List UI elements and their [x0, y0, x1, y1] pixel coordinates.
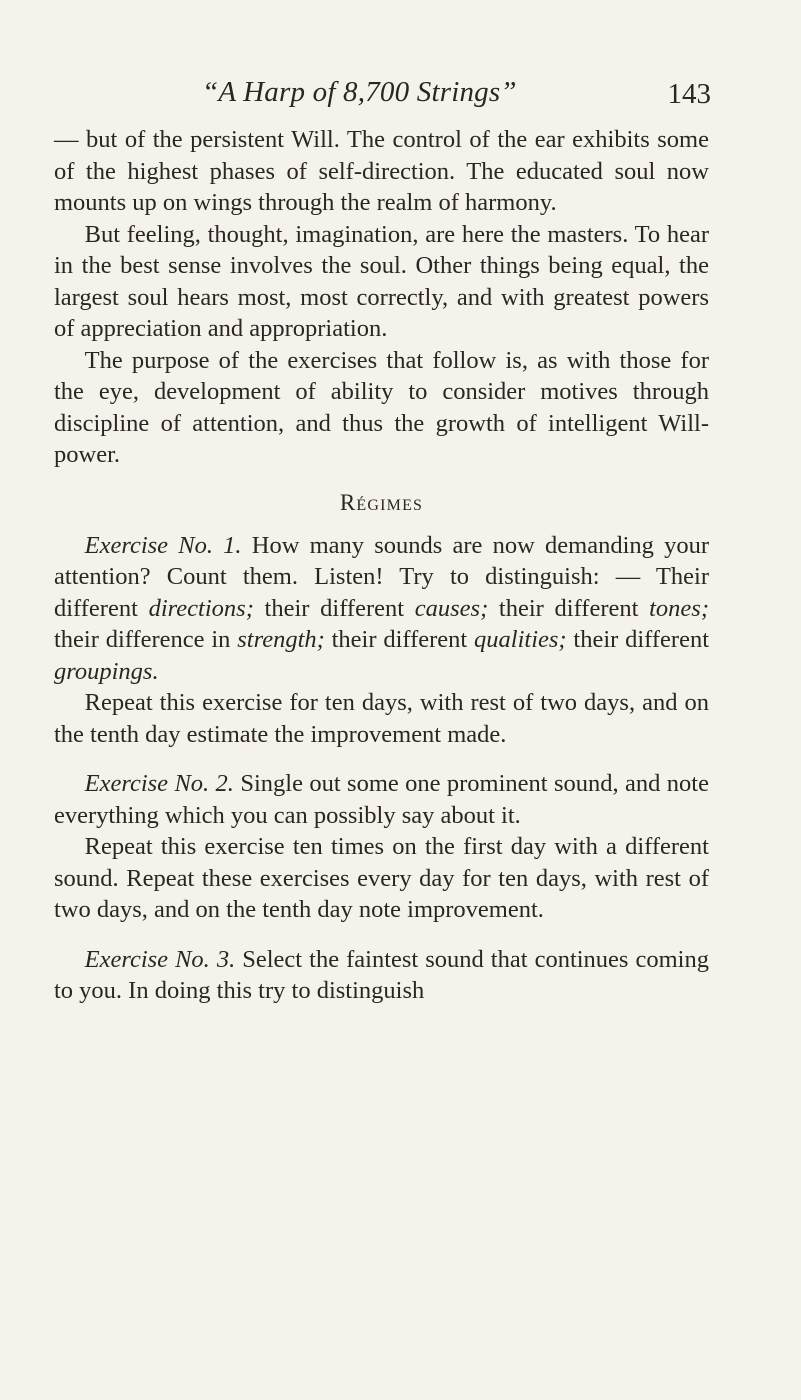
exercise-1-text-d: their difference in [54, 626, 238, 653]
running-title: “A Harp of 8,700 Strings” [202, 76, 517, 108]
exercise-3-text: Select the faintest sound that continues coming to you. In doing this try to distinguish [54, 945, 709, 1004]
exercise-1-strength: strength; [237, 626, 325, 653]
exercise-2-text: Single out some one prominent sound, and note everything which you can possibly say about it. [54, 770, 709, 829]
paragraph-feeling: But feeling, thought, imagination, are here the masters. To hear in the best sense involves the soul. Other things being equal, the largest soul hears most, most correctly, and with greatest powers of appreciation and appropriation. [54, 220, 709, 342]
body-text [54, 124, 709, 1007]
exercise-3-label: Exercise No. 3. [84, 945, 236, 973]
exercise-1-causes: causes; [414, 594, 489, 622]
exercise-1-text-a: How many sounds are now demanding your attention? Count them. Listen! Try to distinguish: — Their different [54, 531, 709, 622]
exercise-1-qualities: qualities; [474, 626, 567, 653]
page-number: 143 [667, 78, 711, 110]
exercise-1-label: Exercise No. 1. [84, 531, 242, 559]
running-header [54, 76, 709, 116]
exercise-1 [54, 530, 709, 688]
exercise-1-text-c: their different [488, 594, 650, 622]
spacer [54, 750, 709, 768]
paragraph-purpose: The purpose of the exercises that follow is, as with those for the eye, development of ability to consider motives through discipline of attention, and thus the growth of intelligent Will-power. [54, 346, 709, 468]
exercise-1-text-b: their different [253, 594, 415, 622]
exercise-1-tones: tones; [649, 594, 709, 622]
exercise-1-text-e: their different [324, 626, 475, 653]
exercise-1-text-f: their different [566, 626, 709, 653]
exercise-2 [54, 768, 709, 831]
paragraph-repeat-1: Repeat this exercise for ten days, with rest of two days, and on the tenth day estimate the improvement made. [54, 689, 709, 748]
exercise-3 [54, 944, 709, 1007]
exercise-1-directions: directions; [148, 594, 254, 622]
exercise-2-label: Exercise No. 2. [84, 770, 234, 797]
paragraph-repeat-2: Repeat this exercise ten times on the first day with a different sound. Repeat these exercises every day for ten days, with rest of two days, and on the tenth day note improvement. [54, 833, 709, 923]
section-heading-regimes: Régimes [339, 489, 424, 515]
paragraph-continuation: — but of the persistent Will. The control of the ear exhibits some of the highest phases of self-direction. The educated soul now mounts up on wings through the realm of harmony. [54, 126, 709, 216]
exercise-1-groupings: groupings. [54, 657, 159, 685]
spacer [54, 926, 709, 944]
